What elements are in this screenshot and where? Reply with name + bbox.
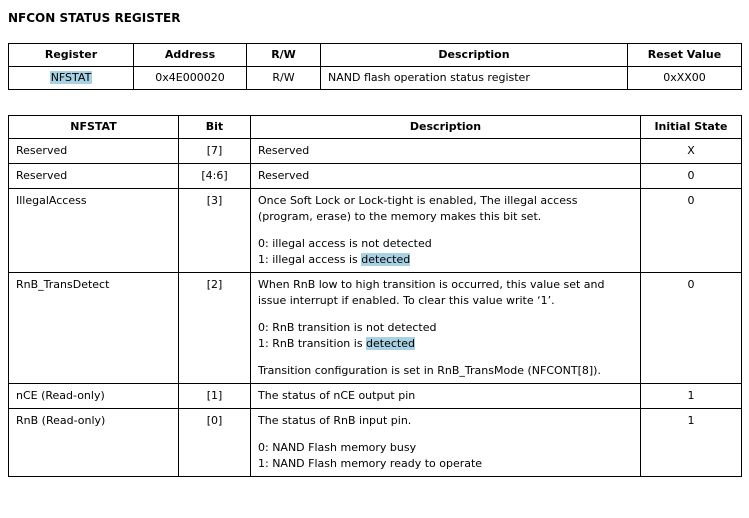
bit-name-cell: RnB_TransDetect xyxy=(9,273,179,384)
table-row xyxy=(9,273,742,384)
bit-number-cell: [0] xyxy=(179,409,251,477)
register-address-cell: 0x4E000020 xyxy=(134,67,247,90)
initial-state-cell: X xyxy=(641,139,742,164)
description-paragraph: Reserved xyxy=(258,144,310,157)
initial-state-cell: 0 xyxy=(641,273,742,384)
bit-description-cell xyxy=(251,409,641,477)
line-text: 1: RnB transition is xyxy=(258,337,367,350)
header-initial-state: Initial State xyxy=(641,116,742,139)
description-paragraph: Reserved xyxy=(258,169,310,182)
bit-field-table xyxy=(8,115,742,477)
header-bit-description: Description xyxy=(251,116,641,139)
bit-number-cell: [3] xyxy=(179,189,251,273)
description-paragraph: When RnB low to high transition is occurred, this value set and issue interrupt if enabled. To clear this value write ‘1’. xyxy=(258,278,605,307)
table-row xyxy=(9,139,742,164)
line-text: 1: illegal access is xyxy=(258,253,362,266)
search-highlight: detected xyxy=(361,253,411,266)
initial-state-cell: 1 xyxy=(641,409,742,477)
highlighted-register-name: NFSTAT xyxy=(50,71,92,84)
bit-name-cell: Reserved xyxy=(9,139,179,164)
description-line xyxy=(258,252,633,268)
register-reset-cell: 0xXX00 xyxy=(628,67,742,90)
register-name-cell xyxy=(9,67,134,90)
bit-description-cell xyxy=(251,189,641,273)
bit-name-cell: IllegalAccess xyxy=(9,189,179,273)
bit-description-cell xyxy=(251,384,641,409)
table-row xyxy=(9,189,742,273)
register-rw-cell: R/W xyxy=(247,67,321,90)
bit-description-cell xyxy=(251,139,641,164)
description-paragraph: The status of nCE output pin xyxy=(258,389,416,402)
table-row xyxy=(9,164,742,189)
register-description-cell: NAND flash operation status register xyxy=(321,67,628,90)
header-register: Register xyxy=(9,44,134,67)
bit-number-cell: [1] xyxy=(179,384,251,409)
bit-number-cell: [7] xyxy=(179,139,251,164)
header-rw: R/W xyxy=(247,44,321,67)
initial-state-cell: 0 xyxy=(641,164,742,189)
page-title: NFCON STATUS REGISTER xyxy=(8,11,181,25)
bit-number-cell: [4:6] xyxy=(179,164,251,189)
header-address: Address xyxy=(134,44,247,67)
bit-number-cell: [2] xyxy=(179,273,251,384)
table-row xyxy=(9,409,742,477)
register-summary-table xyxy=(8,43,742,90)
header-reset-value: Reset Value xyxy=(628,44,742,67)
description-line: 0: NAND Flash memory busy xyxy=(258,441,417,454)
summary-data-row xyxy=(9,67,742,90)
summary-header-row xyxy=(9,44,742,67)
bit-description-cell xyxy=(251,164,641,189)
header-description: Description xyxy=(321,44,628,67)
initial-state-cell: 0 xyxy=(641,189,742,273)
description-paragraph: Transition configuration is set in RnB_TransMode (NFCONT[8]). xyxy=(258,364,601,377)
initial-state-cell: 1 xyxy=(641,384,742,409)
description-line: 1: NAND Flash memory ready to operate xyxy=(258,457,483,470)
search-highlight: detected xyxy=(366,337,415,350)
description-paragraph: The status of RnB input pin. xyxy=(258,414,412,427)
header-nfstat: NFSTAT xyxy=(9,116,179,139)
description-line: 0: RnB transition is not detected xyxy=(258,321,437,334)
bit-description-cell xyxy=(251,273,641,384)
table-row xyxy=(9,384,742,409)
bit-name-cell: nCE (Read-only) xyxy=(9,384,179,409)
description-paragraph: Once Soft Lock or Lock-tight is enabled, The illegal access (program, erase) to the memory makes this bit set. xyxy=(258,194,578,223)
header-bit: Bit xyxy=(179,116,251,139)
bit-name-cell: RnB (Read-only) xyxy=(9,409,179,477)
description-line: 0: illegal access is not detected xyxy=(258,237,432,250)
bit-table-header-row xyxy=(9,116,742,139)
description-line xyxy=(258,336,633,352)
bit-name-cell: Reserved xyxy=(9,164,179,189)
